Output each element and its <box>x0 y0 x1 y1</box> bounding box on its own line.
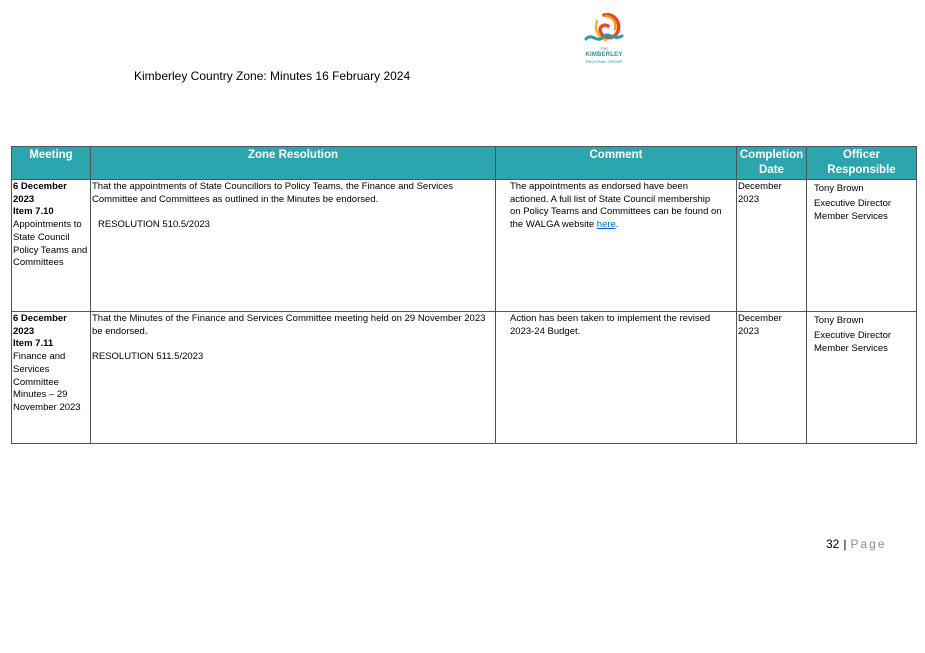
meeting-item: Item 7.11 <box>13 338 54 350</box>
officer-name: Tony Brown <box>814 315 864 326</box>
comment-text: The appointments as endorsed have been actioned. A full list of State Council membership on Policy Teams and Committees can be found on the WALGA website <box>510 181 722 231</box>
officer-cell <box>807 180 917 312</box>
header-officer-line1: Officer <box>842 149 881 161</box>
officer-cell <box>807 312 917 444</box>
resolution-number: RESOLUTION 511.5/2023 <box>92 351 204 363</box>
kimberley-regional-group-logo <box>578 12 630 66</box>
meeting-subject: Appointments to State Council Policy Teams and Committees <box>13 219 88 269</box>
completion-cell: December 2023 <box>737 180 807 312</box>
page-word: Page <box>850 537 887 551</box>
comment-text: Action has been taken to implement the revised 2023-24 Budget. <box>510 313 711 337</box>
walga-website-link[interactable]: here <box>596 219 616 231</box>
header-comment: Comment <box>496 147 737 180</box>
page-number: 32 <box>826 537 840 551</box>
meeting-cell <box>12 180 91 312</box>
kimberley-swirl-icon <box>584 12 624 48</box>
officer-name: Tony Brown <box>814 183 864 194</box>
table-header-row <box>12 147 917 180</box>
logo-group-text: REGIONAL GROUP <box>585 59 623 64</box>
meeting-item: Item 7.10 <box>13 206 54 218</box>
meeting-subject: Finance and Services Committee Minutes – 29 November 2023 <box>13 351 81 413</box>
resolution-text: That the Minutes of the Finance and Services Committee meeting held on 29 November 2023 be endorsed. <box>92 313 486 337</box>
logo-name-text: KIMBERLEY <box>585 52 623 58</box>
header-meeting: Meeting <box>12 147 91 180</box>
meeting-date: 6 December 2023 <box>13 313 67 337</box>
header-completion-date <box>737 147 807 180</box>
resolution-cell <box>91 180 496 312</box>
header-officer-line2: Responsible <box>827 164 896 176</box>
meeting-cell <box>12 312 91 444</box>
header-officer-responsible <box>807 147 917 180</box>
page-footer <box>826 537 887 551</box>
comment-cell <box>496 180 737 312</box>
page-separator: | <box>843 537 847 551</box>
meeting-date: 6 December 2023 <box>13 181 67 205</box>
officer-title: Executive Director Member Services <box>814 330 892 354</box>
resolution-number: RESOLUTION 510.5/2023 <box>98 219 210 231</box>
header-completion-line1: Completion <box>739 149 804 161</box>
comment-cell <box>496 312 737 444</box>
minutes-table <box>11 146 917 444</box>
logo-the-text: THE <box>600 46 608 51</box>
table-row <box>12 180 917 312</box>
header-completion-line2: Date <box>759 164 784 176</box>
document-title: Kimberley Country Zone: Minutes 16 February 2024 <box>134 69 411 83</box>
table-row <box>12 312 917 444</box>
resolution-cell <box>91 312 496 444</box>
comment-end: . <box>615 219 619 231</box>
resolution-text: That the appointments of State Councillors to Policy Teams, the Finance and Services Committee and Committees as outlined in the Minutes be endorsed. <box>92 181 454 205</box>
officer-title: Executive Director Member Services <box>814 198 892 222</box>
header-zone-resolution: Zone Resolution <box>91 147 496 180</box>
completion-cell: December 2023 <box>737 312 807 444</box>
